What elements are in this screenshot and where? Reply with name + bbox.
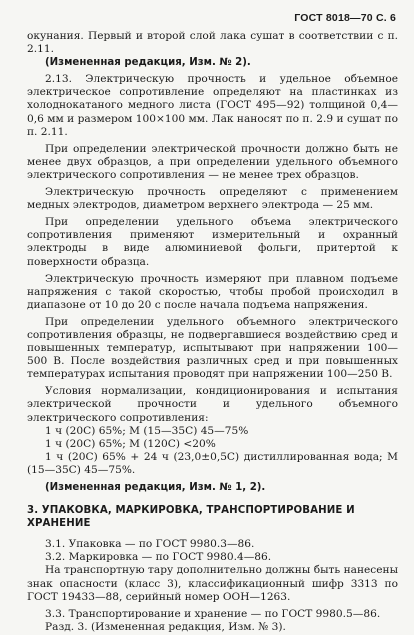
page-header: ГОСТ 8018—70 С. 6 bbox=[294, 12, 396, 24]
clause-3-1: 3.1. Упаковка — по ГОСТ 9980.3—86. bbox=[45, 538, 255, 551]
amendment-note-2: (Измененная редакция, Изм. № 1, 2). bbox=[45, 482, 266, 493]
paragraph-foil: При определении удельного объема электрического сопротивления применяют измерительный и охранный электроды в виде алюминиевой фольги, притертой к поверхности образца. bbox=[27, 216, 398, 268]
amendment-note: (Измененная редакция, Изм. № 2). bbox=[45, 57, 251, 69]
clause-3-3: 3.3. Транспортирование и хранение — по ГОСТ 9980.5—86. bbox=[45, 607, 381, 620]
paragraph-conditions: Условия нормализации, кондиционирования и испытания электрической прочности и удельного объемного электрического сопротивления: bbox=[27, 385, 398, 424]
paragraph-transport-tare: На транспортную тару дополнительно должны быть нанесены знак опасности (класс 3), классификационный шифр 3313 по ГОСТ 19433—88, серийный номер ООН—1263. bbox=[27, 564, 398, 603]
condition-line-3: 1 ч (20С) 65% + 24 ч (23,0±0,5С) дистиллированная вода; М (15—35С) 45—75%. bbox=[27, 450, 398, 476]
condition-line-1: 1 ч (20С) 65%; М (15—35С) 45—75% bbox=[45, 424, 249, 437]
paragraph-electrodes: Электрическую прочность определяют с применением медных электродов, диаметром верхнего электрода — 25 мм. bbox=[27, 186, 398, 212]
clause-3-2: 3.2. Маркировка — по ГОСТ 9980.4—86. bbox=[45, 551, 272, 564]
paragraph-test-voltage: При определении удельного объемного электрического сопротивления образцы, не подвергавшиеся воздействию сред и повышенных температур, испытывают при напряжении 100—500 В. После воздействия различных сред и при повышенных температурах испытания проводят при напряжении 100—250 В. bbox=[27, 315, 398, 381]
section-3-heading: 3. УПАКОВКА, МАРКИРОВКА, ТРАНСПОРТИРОВАНИЕ И ХРАНЕНИЕ bbox=[27, 505, 355, 530]
section-3-amendment: Разд. 3. (Измененная редакция, Изм. № 3). bbox=[45, 620, 286, 633]
paragraph-continuation: окунания. Первый и второй слой лака сушат в соответствии с п. 2.11. bbox=[27, 30, 398, 56]
condition-line-2: 1 ч (20С) 65%; М (120С) <20% bbox=[45, 437, 216, 450]
document-body bbox=[27, 30, 398, 634]
clause-2-13: 2.13. Электрическую прочность и удельное объемное электрическое сопротивление определяют на пластинках из холоднокатаного медного листа (ГОСТ 495—92) толщиной 0,4—0,6 мм и размером 100×100 мм. Лак наносят по п. 2.9 и сушат по п. 2.11. bbox=[27, 73, 398, 138]
paragraph-samples: При определении электрической прочности должно быть не менее двух образцов, а при определении удельного объемного электрического сопротивления — не менее трех образцов. bbox=[27, 142, 398, 181]
paragraph-voltage-rise: Электрическую прочность измеряют при плавном подъеме напряжения с такой скоростью, чтобы пробой происходил в диапазоне от 10 до 20 с после начала подъема напряжения. bbox=[27, 272, 398, 311]
